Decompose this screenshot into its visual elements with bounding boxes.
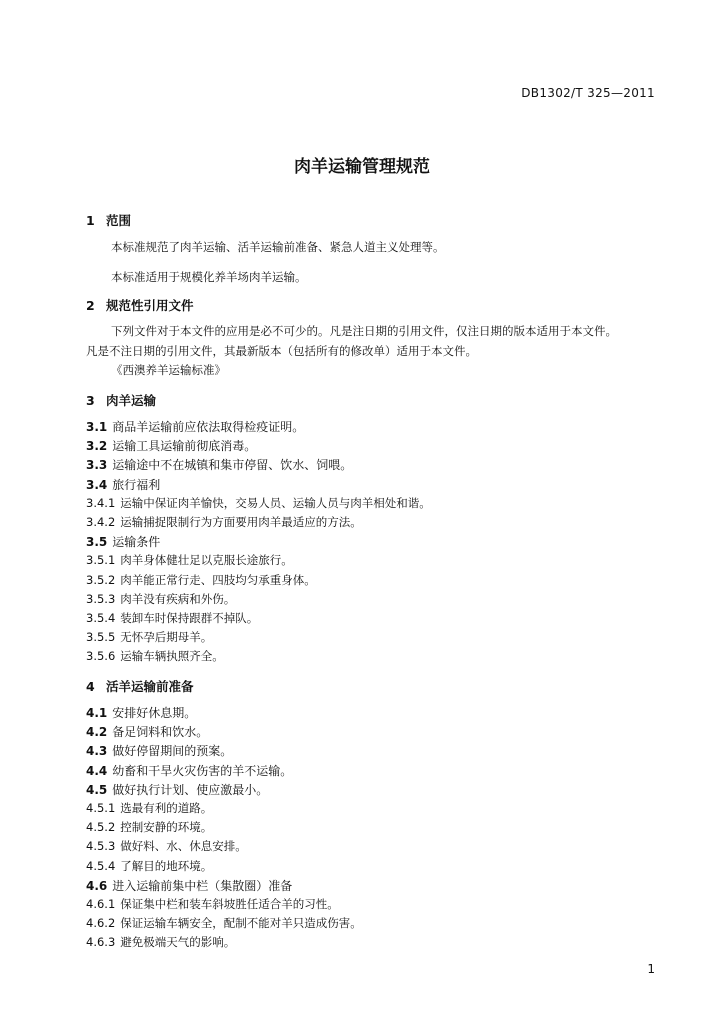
clause-text: 做好执行计划、使应激最小。 bbox=[112, 782, 269, 797]
clause-number: 3.5.1 bbox=[86, 553, 116, 568]
clause-text: 保证运输车辆安全，配制不能对羊只造成伤害。 bbox=[120, 916, 362, 931]
section-1-paragraph: 本标准规范了肉羊运输、活羊运输前准备、紧急人道主义处理等。 bbox=[111, 240, 445, 254]
clause-text: 避免极端天气的影响。 bbox=[120, 935, 236, 950]
clause-text: 选最有利的道路。 bbox=[120, 801, 213, 815]
subclause bbox=[86, 819, 212, 835]
clause bbox=[86, 476, 160, 493]
clause-number: 4.6 bbox=[86, 878, 108, 893]
clause-number: 4.5.2 bbox=[86, 820, 116, 835]
clause bbox=[86, 456, 352, 473]
clause-number: 4.1 bbox=[86, 706, 108, 720]
clause bbox=[86, 723, 208, 740]
clause-number: 4.5.3 bbox=[86, 839, 116, 854]
clause-text: 备足饲料和饮水。 bbox=[112, 725, 209, 740]
clause-text: 肉羊没有疾病和外伤。 bbox=[120, 591, 236, 606]
clause-number: 3.4 bbox=[86, 477, 108, 492]
clause-text: 旅行福利 bbox=[112, 477, 161, 492]
clause-text: 肉羊能正常行走、四肢均匀承重身体。 bbox=[120, 572, 316, 587]
clause-number: 4.5 bbox=[86, 782, 108, 797]
section-4-heading: 4 活羊运输前准备 bbox=[86, 679, 194, 694]
subclause bbox=[86, 896, 339, 912]
subclause bbox=[86, 934, 235, 950]
clause-number: 3.3 bbox=[86, 458, 108, 473]
clause-text: 幼畜和干旱火灾伤害的羊不运输。 bbox=[112, 763, 293, 778]
subclause bbox=[86, 514, 362, 530]
clause-text: 运输捕捉限制行为方面要用肉羊最适应的方法。 bbox=[120, 515, 362, 529]
clause bbox=[86, 877, 292, 894]
standard-number: DB1302/T 325—2011 bbox=[521, 86, 655, 100]
clause-text: 运输车辆执照齐全。 bbox=[120, 649, 224, 664]
clause bbox=[86, 533, 160, 550]
clause-text: 运输条件 bbox=[112, 535, 161, 550]
subclause bbox=[86, 495, 431, 511]
subclause bbox=[86, 648, 224, 664]
reference-document: 《西澳养羊运输标准》 bbox=[111, 363, 226, 377]
clause-text: 做好停留期间的预案。 bbox=[112, 744, 233, 759]
section-1-paragraph: 本标准适用于规模化养羊场肉羊运输。 bbox=[111, 270, 307, 284]
subclause bbox=[86, 610, 258, 626]
section-2-heading: 2 规范性引用文件 bbox=[86, 298, 194, 313]
clause-number: 4.6.2 bbox=[86, 916, 116, 931]
clause-number: 3.4.1 bbox=[86, 495, 116, 510]
clause-number: 4.5.1 bbox=[86, 801, 116, 815]
subclause bbox=[86, 838, 247, 854]
clause-number: 3.5.2 bbox=[86, 572, 116, 587]
clause-text: 肉羊身体健壮足以克服长途旅行。 bbox=[120, 553, 293, 568]
subclause bbox=[86, 591, 235, 607]
document-title: 肉羊运输管理规范 bbox=[294, 157, 430, 177]
subclause bbox=[86, 572, 316, 588]
clause-number: 3.2 bbox=[86, 439, 108, 454]
clause-number: 4.6.1 bbox=[86, 897, 116, 911]
clause-number: 4.4 bbox=[86, 763, 108, 778]
clause-number: 3.4.2 bbox=[86, 515, 116, 529]
clause-number: 4.2 bbox=[86, 725, 108, 740]
clause-text: 运输工具运输前彻底消毒。 bbox=[112, 439, 257, 454]
subclause bbox=[86, 800, 212, 816]
clause-text: 了解目的地环境。 bbox=[120, 858, 213, 873]
subclause bbox=[86, 629, 212, 645]
clause-text: 控制安静的环境。 bbox=[120, 820, 213, 835]
clause-number: 4.3 bbox=[86, 744, 108, 759]
clause-text: 运输途中不在城镇和集市停留、饮水、饲喂。 bbox=[112, 458, 353, 473]
page-number: 1 bbox=[647, 962, 655, 976]
clause-text: 保证集中栏和装车斜坡胜任适合羊的习性。 bbox=[120, 897, 339, 911]
clause bbox=[86, 781, 268, 798]
section-1-heading: 1 范围 bbox=[86, 213, 132, 228]
clause-number: 4.6.3 bbox=[86, 935, 116, 950]
section-2-paragraph: 下列文件对于本文件的应用是必不可少的。凡是注日期的引用文件，仅注日期的版本适用于本文件。 bbox=[111, 324, 617, 338]
clause-number: 3.1 bbox=[86, 420, 108, 434]
clause-text: 装卸车时保持跟群不掉队。 bbox=[120, 611, 259, 625]
section-2-paragraph: 凡是不注日期的引用文件，其最新版本（包括所有的修改单）适用于本文件。 bbox=[86, 344, 477, 358]
clause-number: 3.5.4 bbox=[86, 611, 116, 625]
clause-text: 无怀孕后期母羊。 bbox=[120, 630, 213, 645]
clause-text: 商品羊运输前应依法取得检疫证明。 bbox=[112, 420, 305, 434]
subclause bbox=[86, 858, 212, 874]
clause-number: 3.5.5 bbox=[86, 630, 116, 645]
clause bbox=[86, 437, 256, 454]
subclause bbox=[86, 915, 362, 931]
clause-number: 3.5.3 bbox=[86, 591, 116, 606]
clause-number: 3.5 bbox=[86, 535, 108, 550]
clause bbox=[86, 704, 196, 721]
clause bbox=[86, 742, 232, 759]
clause-text: 运输中保证肉羊愉快，交易人员、运输人员与肉羊相处和谐。 bbox=[120, 495, 431, 510]
clause-text: 做好料、水、休息安排。 bbox=[120, 839, 247, 854]
clause bbox=[86, 418, 304, 435]
clause-text: 进入运输前集中栏（集散圈）准备 bbox=[112, 878, 293, 893]
subclause bbox=[86, 552, 293, 568]
clause-text: 安排好休息期。 bbox=[112, 706, 197, 720]
clause-number: 4.5.4 bbox=[86, 858, 116, 873]
section-3-heading: 3 肉羊运输 bbox=[86, 393, 157, 408]
clause bbox=[86, 762, 292, 779]
clause-number: 3.5.6 bbox=[86, 649, 116, 664]
